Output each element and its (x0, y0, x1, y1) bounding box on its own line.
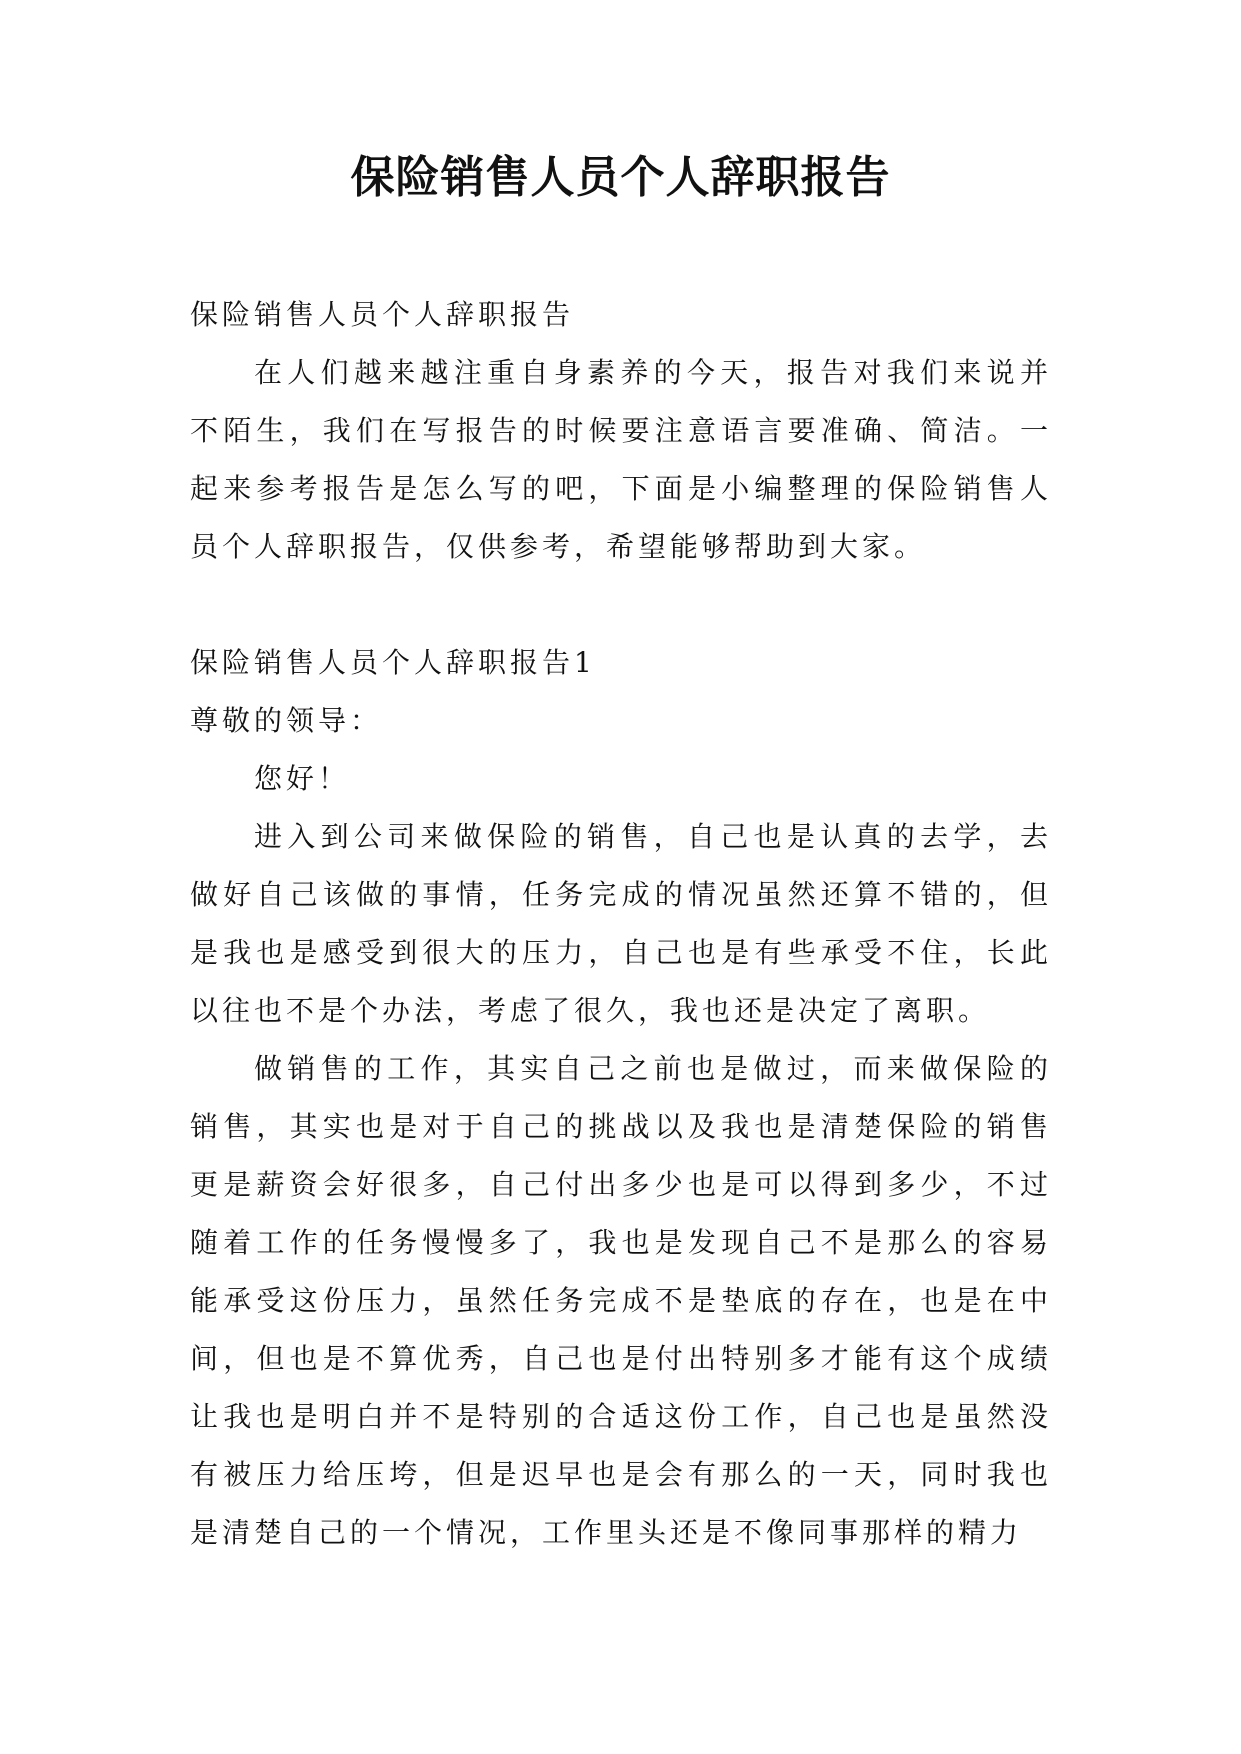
document-body (190, 286, 1052, 1562)
body-paragraph: 进入到公司来做保险的销售，自己也是认真的去学，去做好自己该做的事情，任务完成的情况虽然还算不错的，但是我也是感受到很大的压力，自己也是有些承受不住，长此以往也不是个办法，考虑了很久，我也还是决定了离职。 (190, 820, 1052, 1027)
report-heading: 保险销售人员个人辞职报告1 (190, 646, 596, 679)
section-heading: 保险销售人员个人辞职报告 (190, 298, 575, 331)
greeting: 您好！ (254, 762, 351, 795)
body-paragraph: 做销售的工作，其实自己之前也是做过，而来做保险的销售，其实也是对于自己的挑战以及我也是清楚保险的销售更是薪资会好很多，自己付出多少也是可以得到多少，不过随着工作的任务慢慢多了，我也是发现自己不是那么的容易能承受这份压力，虽然任务完成不是垫底的存在，也是在中间，但也是不算优秀，自己也是付出特别多才能有这个成绩让我也是明白并不是特别的合适这份工作，自己也是虽然没有被压力给压垮，但是迟早也是会有那么的一天，同时我也是清楚自己的一个情况，工作里头还是不像同事那样的精力 (190, 1052, 1052, 1549)
document-title: 保险销售人员个人辞职报告 (350, 152, 891, 203)
salutation: 尊敬的领导： (190, 704, 383, 737)
paragraph-spacer (190, 576, 1052, 634)
intro-paragraph: 在人们越来越注重自身素养的今天，报告对我们来说并不陌生，我们在写报告的时候要注意语言要准确、简洁。一起来参考报告是怎么写的吧，下面是小编整理的保险销售人员个人辞职报告，仅供参考，希望能够帮助到大家。 (190, 356, 1052, 563)
